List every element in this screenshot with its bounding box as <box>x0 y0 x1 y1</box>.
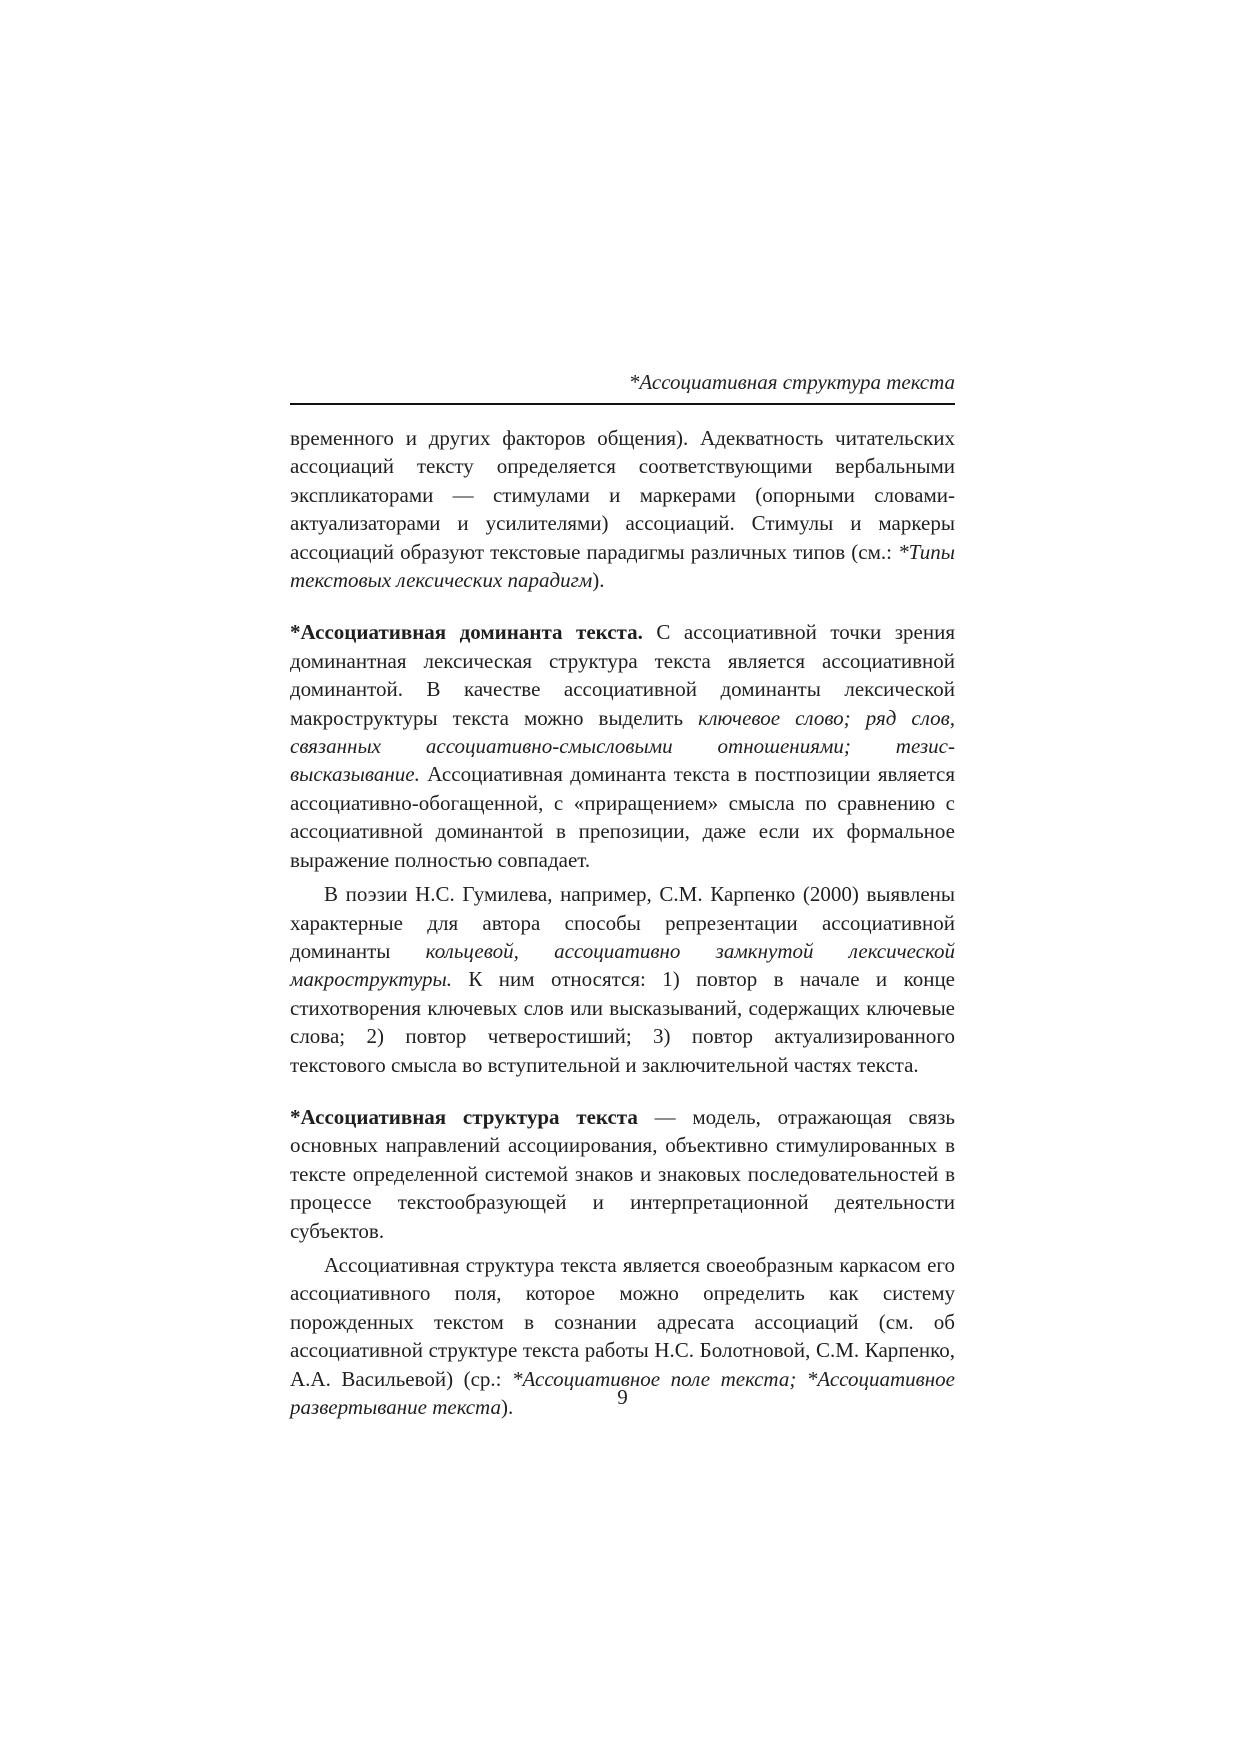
paragraph-gumilev <box>290 880 955 1079</box>
entry-italic-examples: ключевое слово; ряд слов, связанных ассоциативно-смысловыми отношениями; тезис-высказывание. <box>290 705 956 787</box>
entry-term: *Ассоциативная структура текста <box>290 1104 638 1129</box>
p3-italic-term: кольцевой, ассоциативно замкнутой лексической макроструктуры. <box>290 938 955 992</box>
p3-text: В поэзии Н.С. Гумилева, например, С.М. Карпенко (2000) выявлены характерные для автора способы репрезентации ассоциативной доминанты <box>290 882 955 963</box>
page-number: 9 <box>617 1385 628 1409</box>
main-text <box>290 424 955 1421</box>
entry-text-tail: Ассоциативная доминанта текста в постпозиции является ассоциативно-обогащенной, с «приращением» смысла по сравнению с ассоциативной доминантой в препозиции, даже если их формальное выражение полностью совпадает. <box>290 762 955 872</box>
entry-text: — модель, отражающая связь основных направлений ассоциирования, объективно стимулированных в тексте определенной системой знаков и знаковых последовательностей в процессе текстообразующей и интерпретационной деятельности субъектов. <box>290 1104 955 1243</box>
p1-cross-reference: *Типы текстовых лексических парадигм <box>290 539 955 593</box>
entry-term: *Ассоциативная доминанта текста. <box>290 620 643 645</box>
p5-text: Ассоциативная структура текста является своеобразным каркасом его ассоциативного поля, которое можно определить как систему порожденных текстом в сознании адресата ассоциаций (см. об ассоциативной структуре текста работы Н.С. Болотновой, С.М. Карпенко, А.А. Васильевой) (ср.: <box>290 1252 955 1391</box>
p3-tail: К ним относятся: 1) повтор в начале и конце стихотворения ключевых слов или высказываний, содержащих ключевые слова; 2) повтор четверостиший; 3) повтор актуализированного текстового смысла во вступительной и заключительной частях текста. <box>290 967 955 1077</box>
paragraph-continuation <box>290 424 955 594</box>
p1-tail: ). <box>592 568 605 593</box>
entry-associative-dominant <box>290 618 955 874</box>
running-head: *Ассоциативная структура текста <box>628 370 955 394</box>
p1-text: временного и других факторов общения). Адекватность читательских ассоциаций тексту определяется соответствующими вербальными экспликаторами — стимулами и маркерами (опорными словами-актуализаторами и усилителями) ассоциаций. Стимулы и маркеры ассоциаций образуют текстовые парадигмы различных типов (см.: <box>290 426 955 564</box>
p5-cross-reference: *Ассоциативное поле текста; *Ассоциативное развертывание текста <box>290 1366 955 1419</box>
header-rule <box>290 403 955 405</box>
entry-associative-structure <box>290 1103 955 1245</box>
entry-text: С ассоциативной точки зрения доминантная лексическая структура текста является ассоциативной доминантой. В качестве ассоциативной доминанты лексической макроструктуры текста можно выделить <box>290 620 955 730</box>
p5-tail: ). <box>500 1395 514 1419</box>
